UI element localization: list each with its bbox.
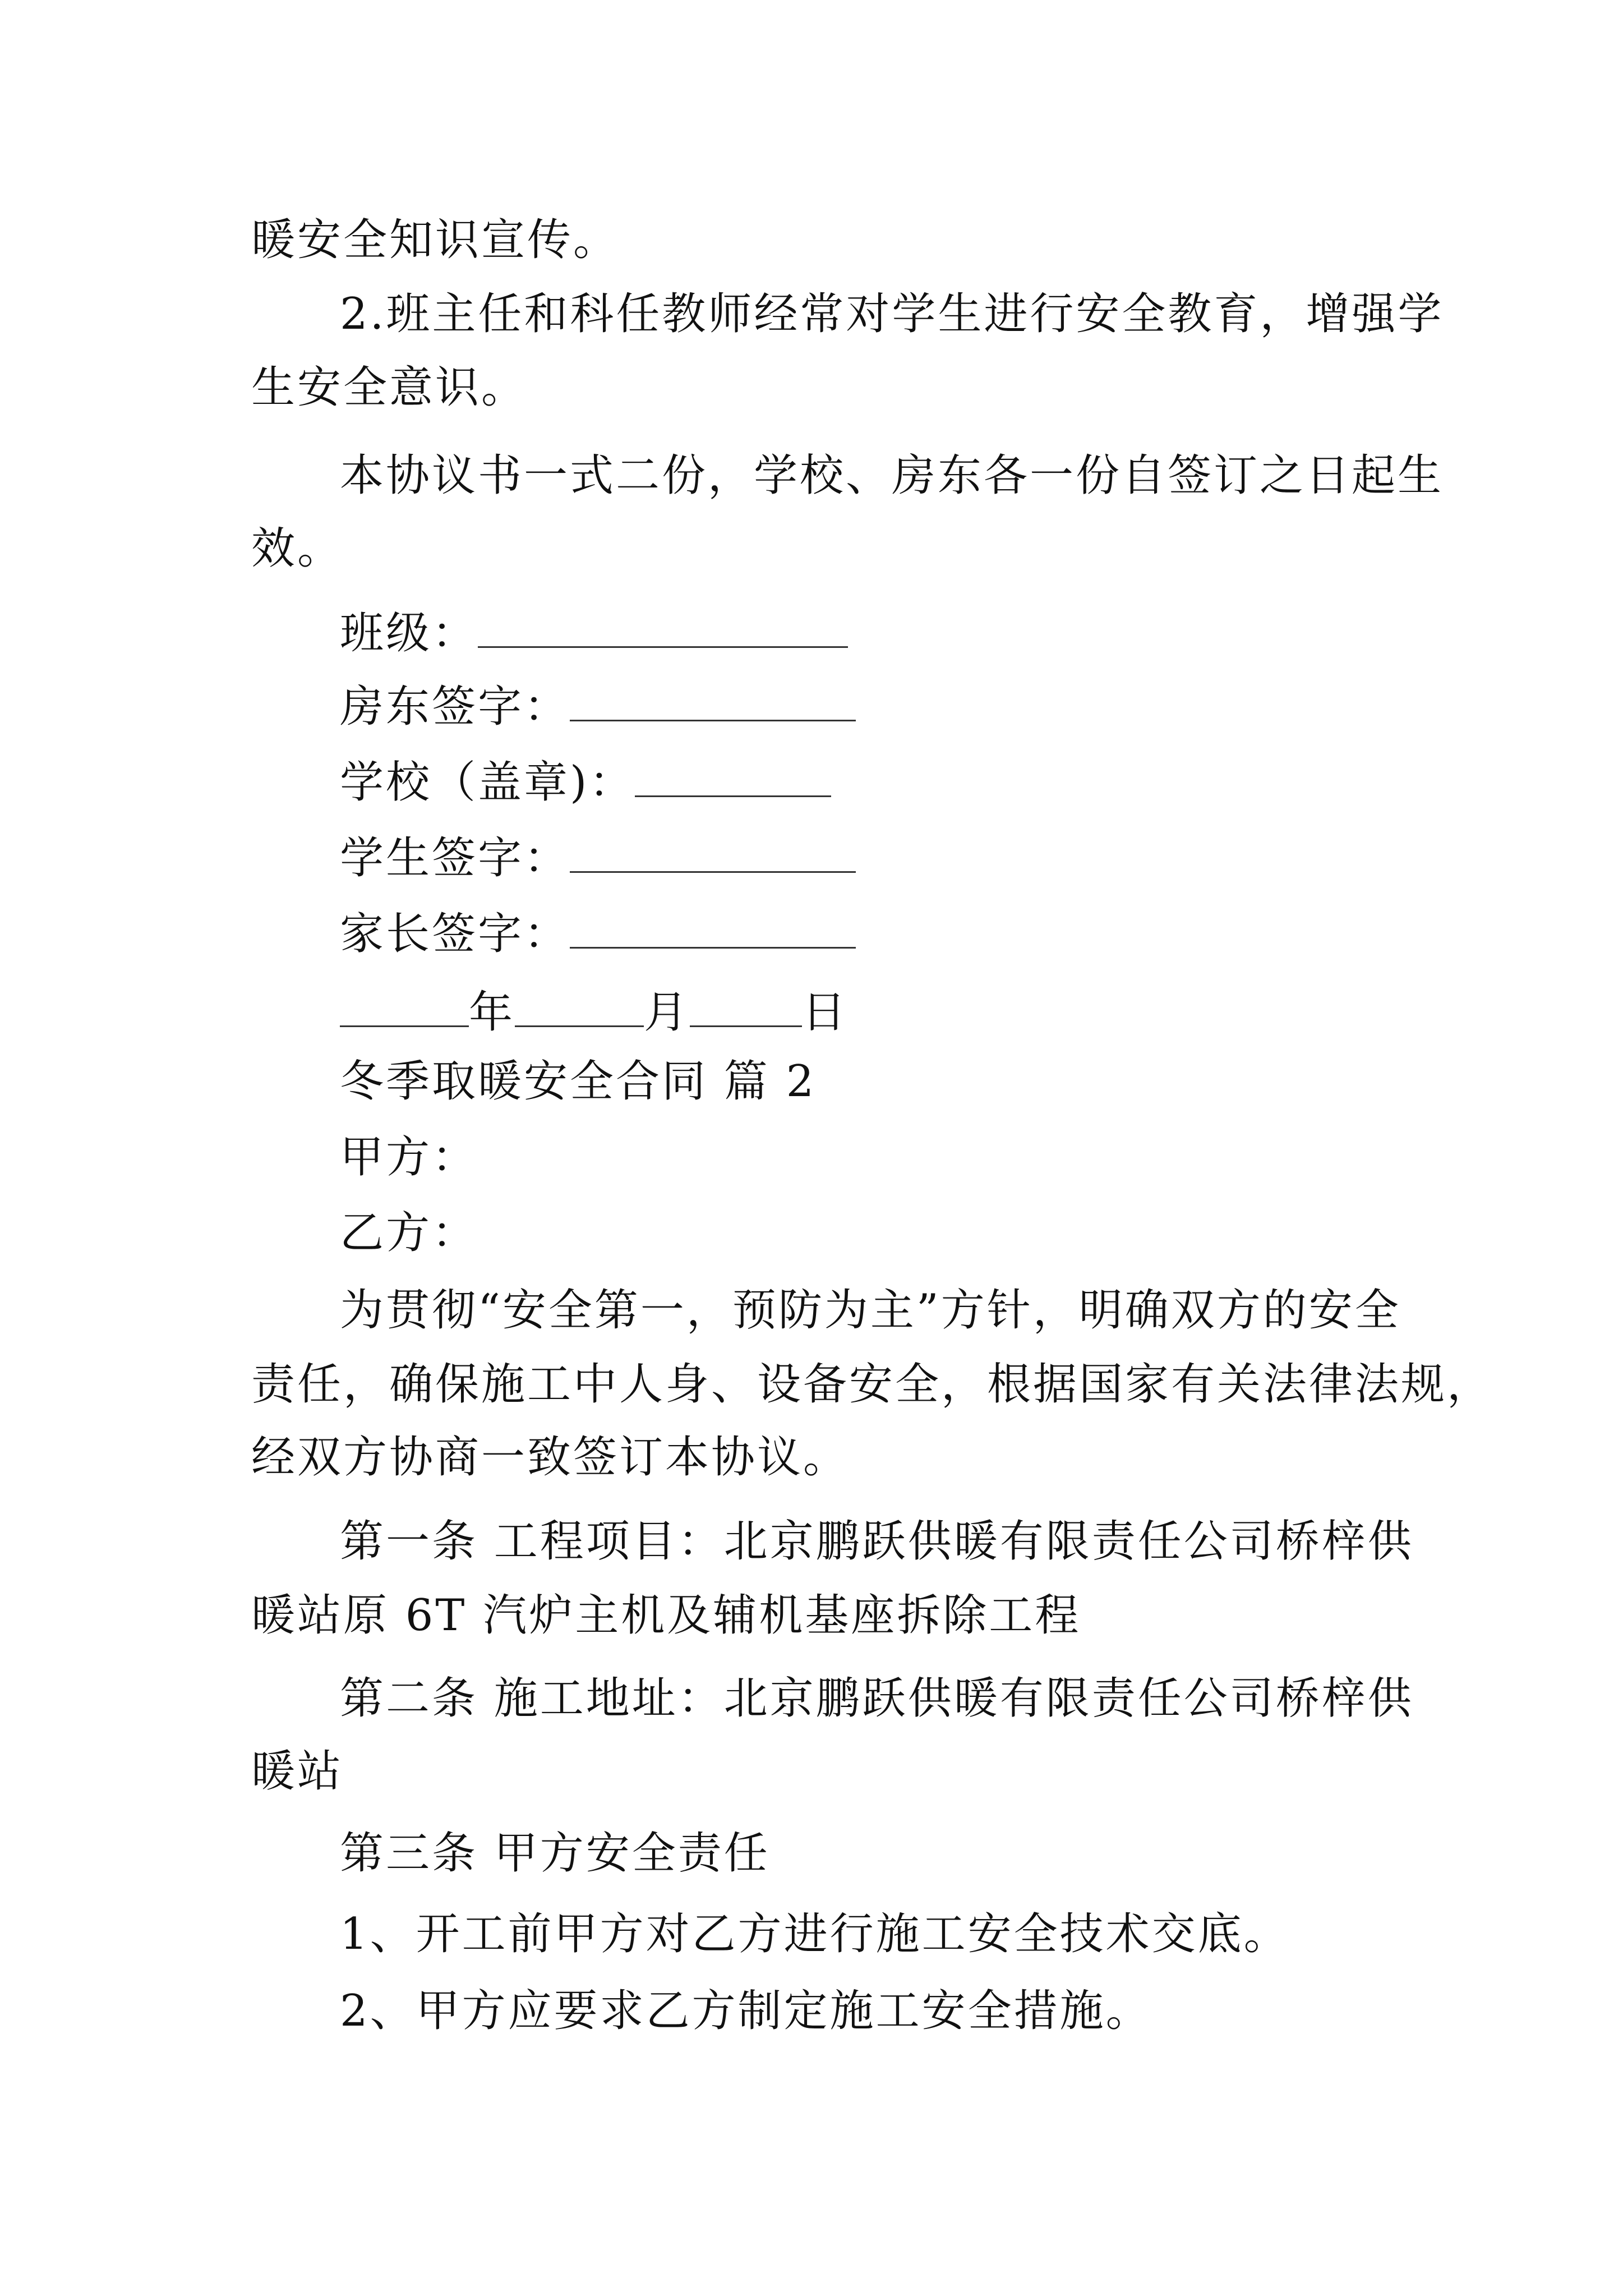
year-blank[interactable] xyxy=(340,981,469,1027)
paragraph-line: 生安全意识。 xyxy=(251,362,528,413)
month-blank[interactable] xyxy=(515,981,644,1027)
article-2-line: 第二条 施工地址：北京鹏跃供暖有限责任公司桥梓供 xyxy=(340,1673,1414,1724)
class-label: 班级： xyxy=(340,608,478,659)
school-label: 学校（盖章)： xyxy=(340,757,635,808)
party-a-label: 甲方： xyxy=(340,1132,478,1182)
class-blank[interactable] xyxy=(478,601,848,648)
date-field xyxy=(340,981,1478,1041)
article-3-heading: 第三条 甲方安全责任 xyxy=(340,1828,770,1879)
parent-label: 家长签字： xyxy=(340,909,570,959)
landlord-signature-field xyxy=(340,675,1478,735)
day-label: 日 xyxy=(802,987,849,1038)
student-signature-blank[interactable] xyxy=(570,826,856,873)
paragraph-line: 2.班主任和科任教师经常对学生进行安全教育，增强学 xyxy=(340,289,1444,339)
list-item: 1、开工前甲方对乙方进行施工安全技术交底。 xyxy=(340,1909,1290,1959)
year-label: 年 xyxy=(469,987,515,1038)
party-b-label: 乙方： xyxy=(340,1208,478,1258)
list-item: 2、甲方应要求乙方制定施工安全措施。 xyxy=(340,1986,1152,2036)
paragraph-line: 效。 xyxy=(251,523,344,574)
paragraph-line: 本协议书一式二份，学校、房东各一份自签订之日起生 xyxy=(340,450,1444,501)
school-seal-blank[interactable] xyxy=(635,751,831,797)
day-blank[interactable] xyxy=(690,981,802,1027)
paragraph-line: 为贯彻“安全第一，预防为主”方针，明确双方的安全 xyxy=(340,1285,1401,1336)
paragraph-line: 暖安全知识宣传。 xyxy=(251,215,620,265)
article-2-line: 暖站 xyxy=(251,1746,344,1797)
landlord-signature-blank[interactable] xyxy=(570,675,856,721)
class-field xyxy=(340,601,1478,661)
school-seal-field xyxy=(340,751,1478,811)
parent-signature-blank[interactable] xyxy=(570,902,856,949)
student-signature-field xyxy=(340,826,1478,886)
month-label: 月 xyxy=(644,987,690,1038)
landlord-label: 房东签字： xyxy=(340,682,570,732)
section-heading: 冬季取暖安全合同 篇 2 xyxy=(340,1056,817,1107)
paragraph-line: 责任，确保施工中人身、设备安全，根据国家有关法律法规， xyxy=(251,1359,1493,1410)
article-1-line: 暖站原 6T 汽炉主机及辅机基座拆除工程 xyxy=(251,1590,1081,1641)
paragraph-line: 经双方协商一致签订本协议。 xyxy=(251,1432,850,1483)
parent-signature-field xyxy=(340,902,1478,962)
student-label: 学生签字： xyxy=(340,833,570,884)
article-1-line: 第一条 工程项目：北京鹏跃供暖有限责任公司桥梓供 xyxy=(340,1516,1414,1567)
